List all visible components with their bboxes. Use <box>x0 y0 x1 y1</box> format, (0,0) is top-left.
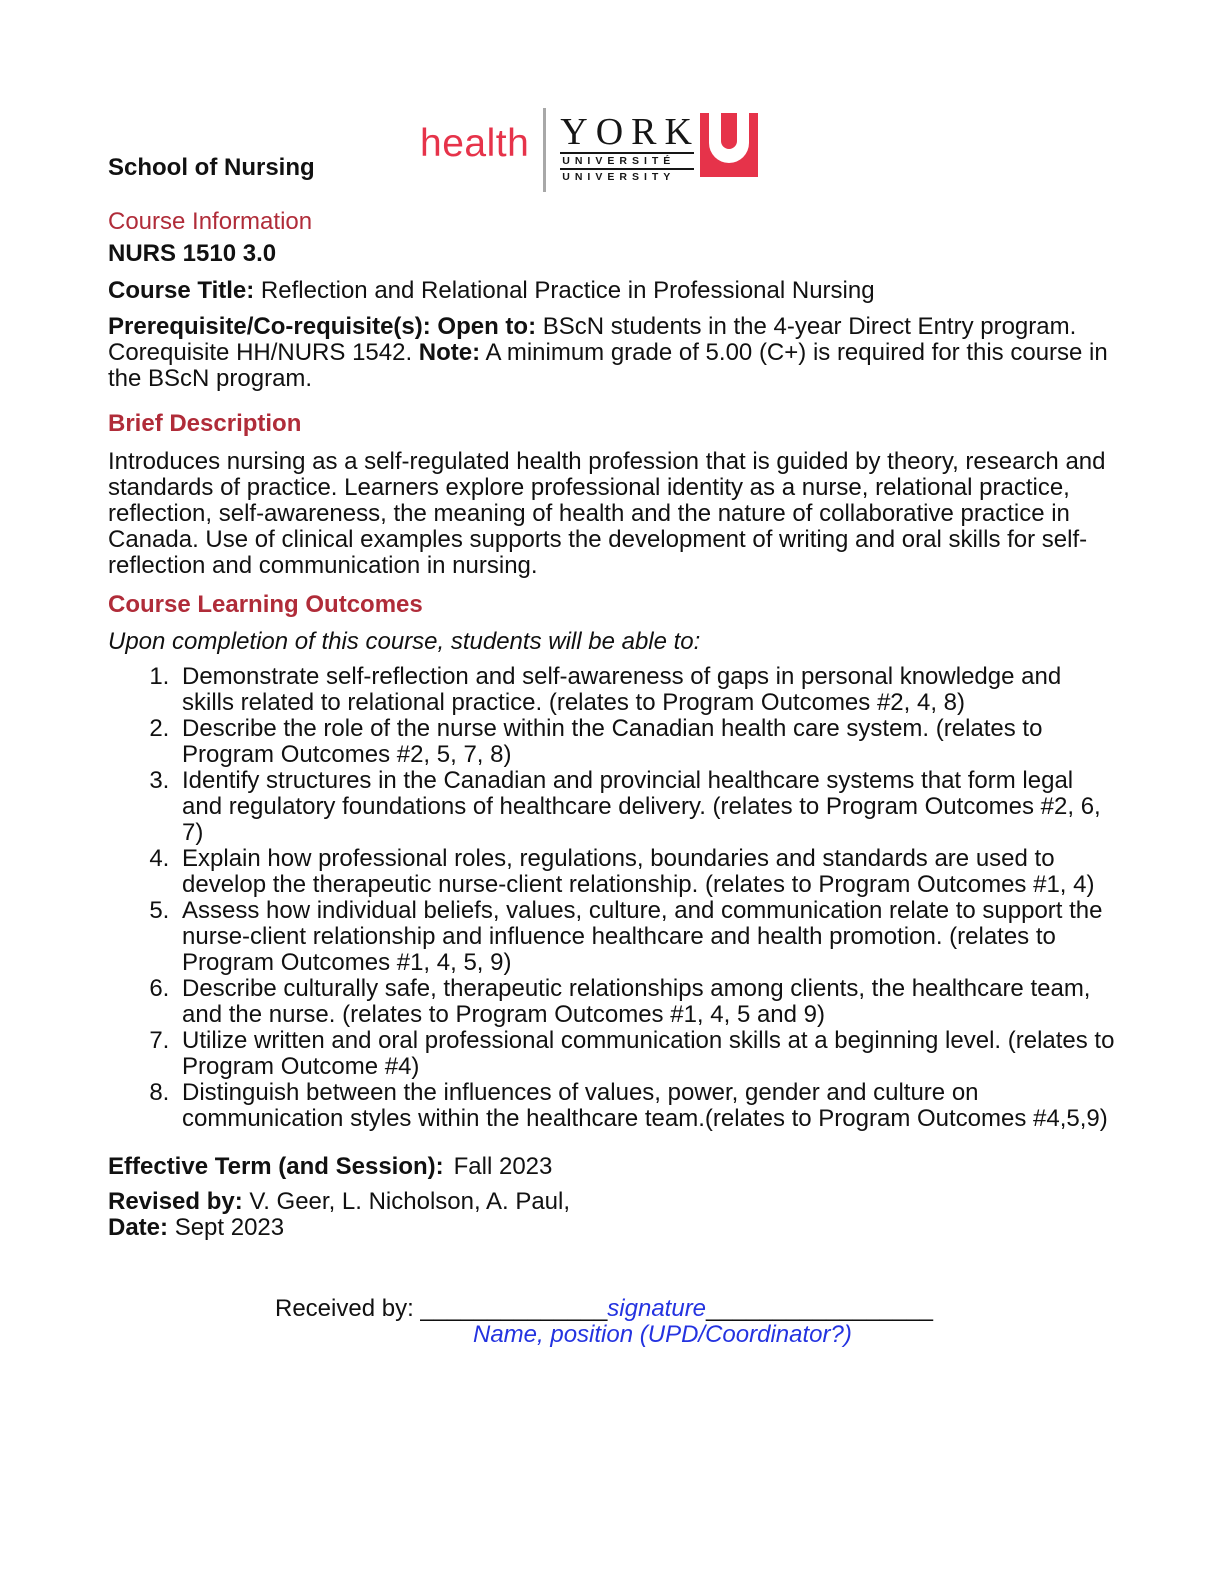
document-content <box>108 0 1116 1348</box>
school-name: School of Nursing <box>108 154 315 181</box>
brief-description-heading: Brief Description <box>108 410 302 437</box>
course-code: NURS 1510 3.0 <box>108 240 277 267</box>
date-line <box>108 1215 1116 1241</box>
course-title-line <box>108 278 1116 304</box>
prerequisite-paragraph <box>108 314 1116 392</box>
outcome-item: 7. Utilize written and oral professional communication skills at a beginning level. (relates to Program Outcome #4) <box>176 1028 1116 1080</box>
signature-line-left: ______________ <box>420 1295 608 1322</box>
received-by-line <box>275 1296 1116 1322</box>
note-text: A minimum grade of 5.00 (C+) is required for this course in the BScN program. <box>108 339 1108 392</box>
york-universite-row: UNIVERSITÉ <box>560 152 694 168</box>
outcome-item: 3. Identify structures in the Canadian and provincial healthcare systems that form legal and regulatory foundations of healthcare delivery. (relates to Program Outcomes #2, 6, 7) <box>176 768 1116 846</box>
outcome-item: 4. Explain how professional roles, regulations, boundaries and standards are used to develop the therapeutic nurse-client relationship. (relates to Program Outcomes #1, 4) <box>176 846 1116 898</box>
learning-outcomes-intro: Upon completion of this course, students will be able to: <box>108 628 701 655</box>
course-title-text: Reflection and Relational Practice in Professional Nursing <box>260 277 875 304</box>
effective-term-label: Effective Term (and Session): <box>108 1153 444 1180</box>
revised-by-label: Revised by: <box>108 1188 243 1215</box>
date-value: Sept 2023 <box>174 1214 285 1241</box>
health-faculty-wordmark: health <box>420 122 530 165</box>
prerequisite-text: BScN students in the 4-year Direct Entry program. Corequisite HH/NURS 1542. <box>108 313 1077 366</box>
name-position-hint: Name, position (UPD/Coordinator?) <box>473 1321 852 1348</box>
outcome-item: 5. Assess how individual beliefs, values, culture, and communication relate to support the nurse-client relationship and influence healthcare and health promotion. (relates to Program Outcomes #1, 4, 5, 9) <box>176 898 1116 976</box>
course-information-heading: Course Information <box>108 208 313 235</box>
received-by-label: Received by: <box>275 1295 414 1322</box>
learning-outcomes-list <box>108 664 1116 1132</box>
signature-line-right: _________________ <box>706 1295 933 1322</box>
signature-placeholder: signature <box>607 1295 707 1322</box>
york-name: YORK <box>560 111 700 153</box>
outcome-item: 2. Describe the role of the nurse within the Canadian health care system. (relates to Program Outcomes #2, 5, 7, 8) <box>176 716 1116 768</box>
outcome-item: 1. Demonstrate self-reflection and self-awareness of gaps in personal knowledge and skills related to relational practice. (relates to Program Outcomes #2, 4, 8) <box>176 664 1116 716</box>
effective-term-value: Fall 2023 <box>453 1153 553 1180</box>
revised-by-names: V. Geer, L. Nicholson, A. Paul, <box>249 1188 571 1215</box>
revised-by-line <box>108 1189 1116 1215</box>
prerequisite-label: Prerequisite/Co-requisite(s): <box>108 313 431 340</box>
date-label: Date: <box>108 1214 169 1241</box>
revision-block <box>108 1189 1116 1241</box>
course-title-label: Course Title: <box>108 277 255 304</box>
outcome-item: 6. Describe culturally safe, therapeutic relationships among clients, the healthcare team, and the nurse. (relates to Program Outcomes #1, 4, 5 and 9) <box>176 976 1116 1028</box>
open-to-label: Open to: <box>437 313 537 340</box>
effective-term-line <box>108 1154 1116 1180</box>
note-label: Note: <box>418 339 481 366</box>
brief-description-text: Introduces nursing as a self-regulated health profession that is guided by theory, research and standards of practice. Learners explore professional identity as a nurse, relational practice, reflection, self-awareness, the meaning of health and the nature of collaborative practice in Canada. Use of clinical examples supports the development of writing and oral skills for self-reflection and communication in nursing. <box>108 448 1106 579</box>
york-university-row: UNIVERSITY <box>560 168 694 184</box>
outcome-item: 8. Distinguish between the influences of values, power, gender and culture on communication styles within the healthcare team.(relates to Program Outcomes #4,5,9) <box>176 1080 1116 1132</box>
learning-outcomes-heading: Course Learning Outcomes <box>108 591 423 618</box>
